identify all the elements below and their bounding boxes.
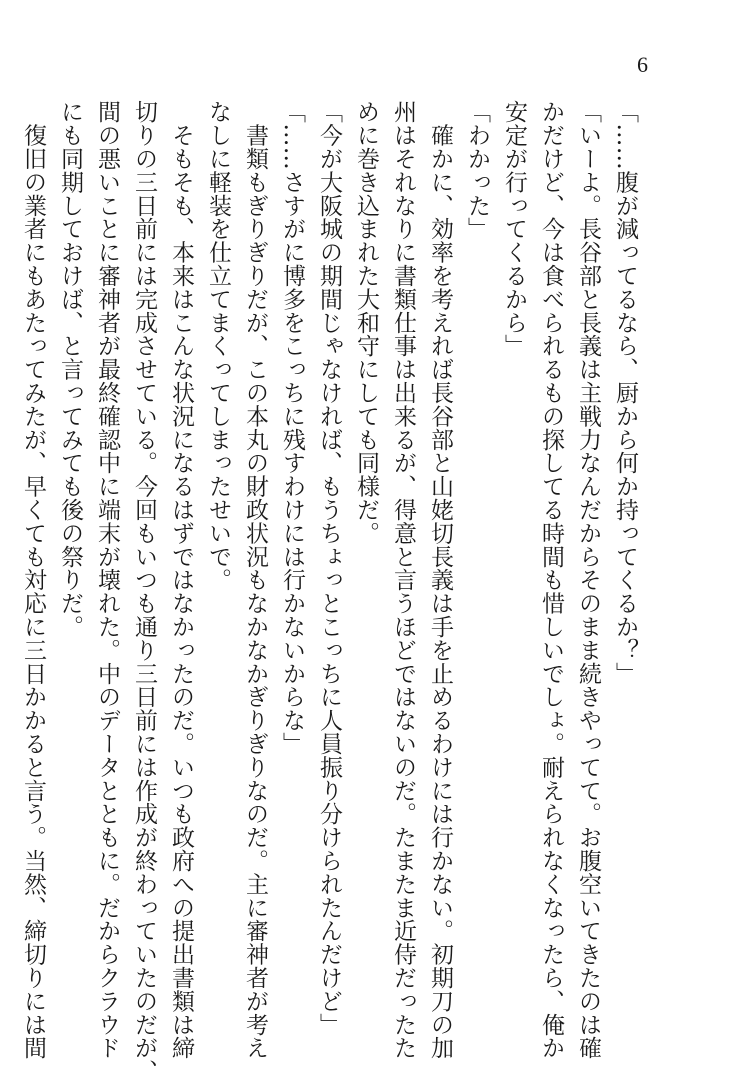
text-line: かだけど、今は食べられるもの探してる時間も惜しいでしょ。耐えられなくなったら、俺か <box>538 100 564 1060</box>
text-line: 「今が大阪城の期間じゃなければ、もうちょっとこっちに人員振り分けられたんだけど」 <box>316 100 342 1036</box>
text-line: 安定が行ってくるから」 <box>501 100 527 358</box>
text-line: にも同期しておけば、と言ってみても後の祭りだ。 <box>57 100 83 639</box>
text-line: なしに軽装を仕立てまくってしまったせいで。 <box>205 100 231 592</box>
text-line: 書類もぎりぎりだが、この本丸の財政状況もなかなかぎりぎりなのだ。主に審神者が考え <box>242 100 268 1060</box>
text-line: めに巻き込まれた大和守にしても同様だ。 <box>353 100 379 545</box>
text-line: 間の悪いことに審神者が最終確認中に端末が壊れた。中のデータとともに。だからクラウド <box>94 100 120 1060</box>
page-number: 6 <box>637 52 648 77</box>
text-line: 「いーよ。長谷部と長義は主戦力なんだからそのまま続きやってて。お腹空いてきたのは確 <box>575 100 601 1060</box>
text-line: そもそも、本来はこんな状況になるはずではなかったのだ。いつも政府への提出書類は締 <box>168 100 194 1060</box>
text-line: 「わかった」 <box>464 100 490 241</box>
text-line: 「……腹が減ってるなら、厨から何か持ってくるか？」 <box>612 100 638 685</box>
text-line: 切りの三日前には完成させている。今回もいつも通り三日前には作成が終わっていたのだが、 <box>131 100 157 1083</box>
text-line: 州はそれなりに書類仕事は出来るが、得意と言うほどではないのだ。たまたま近侍だったた <box>390 100 416 1060</box>
vertical-text-body <box>20 100 643 1083</box>
text-line: 「……さすがに博多をこっちに残すわけには行かないからな」 <box>279 100 305 756</box>
text-line: 復旧の業者にもあたってみたが、早くても対応に三日かかると言う。当然、締切りには間 <box>20 100 46 1060</box>
text-line: 確かに、効率を考えれば長谷部と山姥切長義は手を止めるわけには行かない。初期刀の加 <box>427 100 453 1060</box>
